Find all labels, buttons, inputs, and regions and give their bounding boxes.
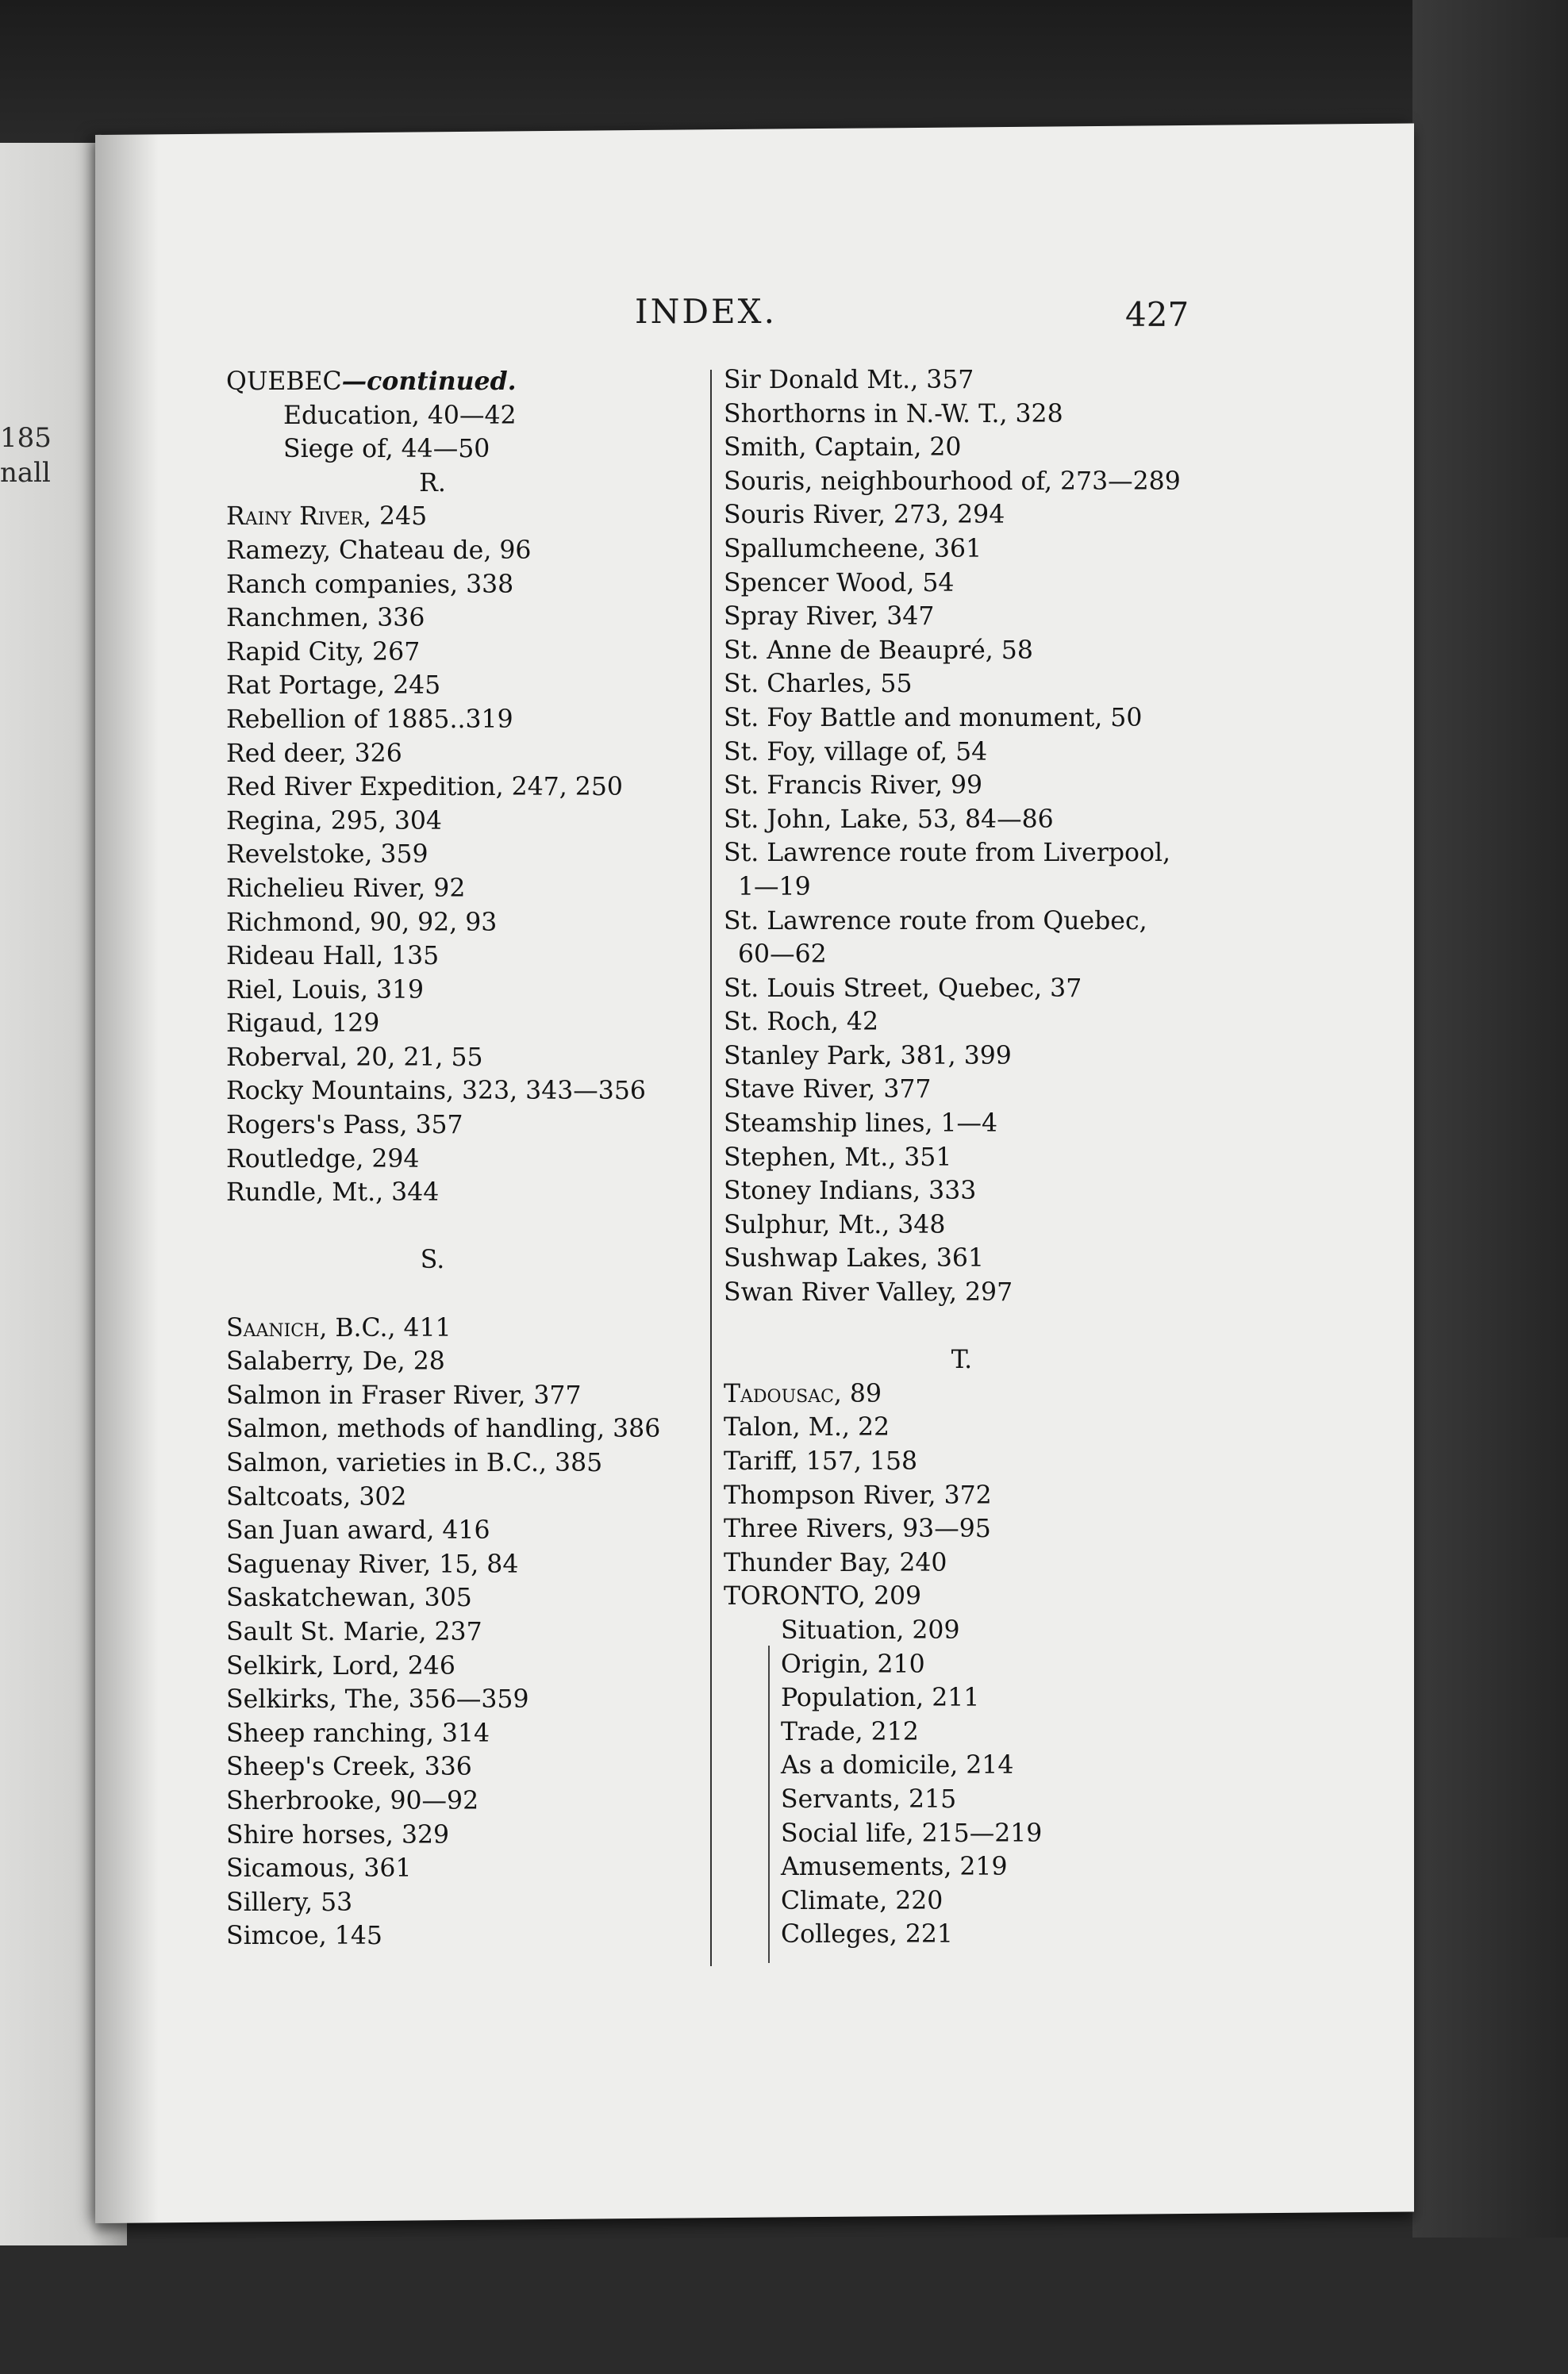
index-entry: Selkirks, The, 356—359 [226,1685,529,1715]
left-page-fragment: 185 [0,422,52,454]
spacer [226,1277,660,1312]
index-entry: Routledge, 294 [226,1144,420,1174]
index-entry: Sheep ranching, 314 [226,1719,490,1748]
index-entry: Rigaud, 129 [226,1009,380,1039]
index-entry: St. Anne de Beaupré, 58 [724,636,1033,665]
index-entry: Stave River, 377 [724,1075,932,1104]
index-entry-head: Tadousac [724,1379,834,1408]
index-entry: Thompson River, 372 [724,1481,992,1510]
index-entry: Selkirk, Lord, 246 [226,1651,455,1681]
index-entry: Sherbrooke, 90—92 [226,1786,479,1815]
index-entry: Saguenay River, 15, 84 [226,1550,519,1579]
index-entry: Revelstoke, 359 [226,840,429,870]
index-entry: Spray River, 347 [724,602,935,632]
index-entry: St. Lawrence route from Quebec, [724,906,1147,935]
index-subentry: Amusements, 219 [781,1853,1008,1882]
index-entry [226,1312,660,1346]
index-entry [226,365,660,399]
index-entry [724,1377,1181,1412]
index-entry: Talon, M., 22 [724,1413,890,1442]
index-entry: Regina, 295, 304 [226,806,442,836]
index-entry: Simcoe, 145 [226,1922,382,1951]
index-entry: Red River Expedition, 247, 250 [226,773,623,802]
index-entry: Spencer Wood, 54 [724,568,955,597]
index-subentry: Colleges, 221 [781,1920,953,1950]
page-number: 427 [1125,295,1189,334]
index-entry: Rogers's Pass, 357 [226,1111,463,1140]
index-entry: St. Charles, 55 [724,670,913,699]
index-entry-head: Rainy River [226,502,364,532]
index-entry: Swan River Valley, 297 [724,1278,1013,1308]
index-entry: Riel, Louis, 319 [226,975,425,1005]
index-entry: Rapid City, 267 [226,637,421,666]
index-entry: Salmon, varieties in B.C., 385 [226,1449,603,1477]
index-subentry: Social life, 215—219 [781,1819,1043,1848]
index-entry-locator: , 245 [363,502,428,532]
index-entry: Sillery, 53 [226,1888,353,1917]
index-entry-locator: , 89 [833,1379,882,1408]
section-letter: T. [951,1346,973,1375]
background-bottom [0,2238,1568,2374]
index-subentry: Siege of, 44—50 [283,435,490,464]
section-letter: R. [419,468,446,497]
index-entry: Thunder Bay, 240 [724,1548,947,1577]
index-entry: Rideau Hall, 135 [226,942,440,971]
index-entry: Roberval, 20, 21, 55 [226,1043,483,1072]
index-entry: St. Lawrence route from Liverpool, [724,839,1171,868]
index-entry: Smith, Captain, 20 [724,433,962,463]
index-entry: Salaberry, De, 28 [226,1347,445,1377]
index-entry: Sheep's Creek, 336 [226,1753,472,1782]
index-entry: Rebellion of 1885..319 [226,705,513,734]
index-entry: St. John, Lake, 53, 84—86 [724,805,1054,834]
spacer [724,1310,1181,1344]
index-entry: Sault St. Marie, 237 [226,1617,482,1646]
index-entry: Spallumcheene, 361 [724,534,982,563]
index-entry: Sushwap Lakes, 361 [724,1244,984,1273]
index-subentry: Origin, 210 [781,1650,925,1679]
index-entry: St. Foy, village of, 54 [724,737,988,766]
index-subentry: Trade, 212 [781,1717,919,1746]
index-entry: St. Roch, 42 [724,1008,878,1037]
page-gutter-shadow [95,134,159,2223]
index-entry: Three Rivers, 93—95 [724,1515,991,1544]
index-entry: Stephen, Mt., 351 [724,1143,952,1172]
index-subentry: Population, 211 [781,1684,980,1713]
index-entry: Shorthorns in N.-W. T., 328 [724,399,1063,428]
index-entry: St. Francis River, 99 [724,771,983,801]
index-entry: Souris River, 273, 294 [724,501,1005,530]
background-right [1412,0,1568,2374]
index-subentry: Situation, 209 [781,1615,960,1645]
index-entry: Saltcoats, 302 [226,1482,407,1512]
index-entry: Stanley Park, 381, 399 [724,1041,1012,1070]
index-entry: Stoney Indians, 333 [724,1177,977,1206]
index-entry: Salmon in Fraser River, 377 [226,1381,582,1410]
index-subentry: Education, 40—42 [283,401,517,430]
index-entry-continuation: 60—62 [738,940,827,970]
index-column-left [226,365,660,1953]
index-entry: Richelieu River, 92 [226,874,466,903]
index-entry: Sicamous, 361 [226,1854,412,1884]
index-entry: Ranchmen, 336 [226,604,425,633]
index-entry-continuation: 1—19 [738,872,811,901]
column-divider [710,370,712,1966]
index-entry: Sulphur, Mt., 348 [724,1210,946,1239]
index-entry: Red deer, 326 [226,739,402,768]
index-entry: San Juan award, 416 [226,1516,490,1546]
index-column-right [724,363,1181,1952]
index-entry: Steamship lines, 1—4 [724,1109,998,1139]
index-entry-locator: , B.C., 411 [319,1313,452,1343]
index-entry [226,500,660,534]
index-entry: Rocky Mountains, 323, 343—356 [226,1077,646,1106]
index-entry: Tariff, 157, 158 [724,1447,918,1476]
index-entry: Sir Donald Mt., 357 [724,366,974,394]
index-entry: Salmon, methods of handling, 386 [226,1415,661,1444]
index-entry: Saskatchewan, 305 [226,1584,472,1613]
index-entry: Rundle, Mt., 344 [226,1178,440,1208]
index-entry: Richmond, 90, 92, 93 [226,908,498,937]
index-subentry: Servants, 215 [781,1784,957,1814]
index-entry-locator: —continued. [341,367,517,396]
index-entry: St. Louis Street, Quebec, 37 [724,974,1082,1003]
index-entry: Ranch companies, 338 [226,570,514,599]
index-entry: Ramezy, Chateau de, 96 [226,536,532,565]
index-entry-head: QUEBEC [226,367,342,396]
page-title: INDEX. [635,292,777,331]
left-page-fragment: nall [0,457,51,489]
index-entry: St. Foy Battle and monument, 50 [724,703,1143,732]
index-subentry: Climate, 220 [781,1886,943,1915]
index-entry: TORONTO, 209 [724,1582,922,1611]
index-entry-head: Saanich [226,1313,320,1343]
index-entry: Souris, neighbourhood of, 273—289 [724,467,1181,496]
spacer [226,1210,660,1244]
index-entry: Shire horses, 329 [226,1820,450,1850]
index-subentry: As a domicile, 214 [781,1751,1014,1780]
index-entry: Rat Portage, 245 [226,671,441,701]
section-letter: S. [420,1246,445,1275]
